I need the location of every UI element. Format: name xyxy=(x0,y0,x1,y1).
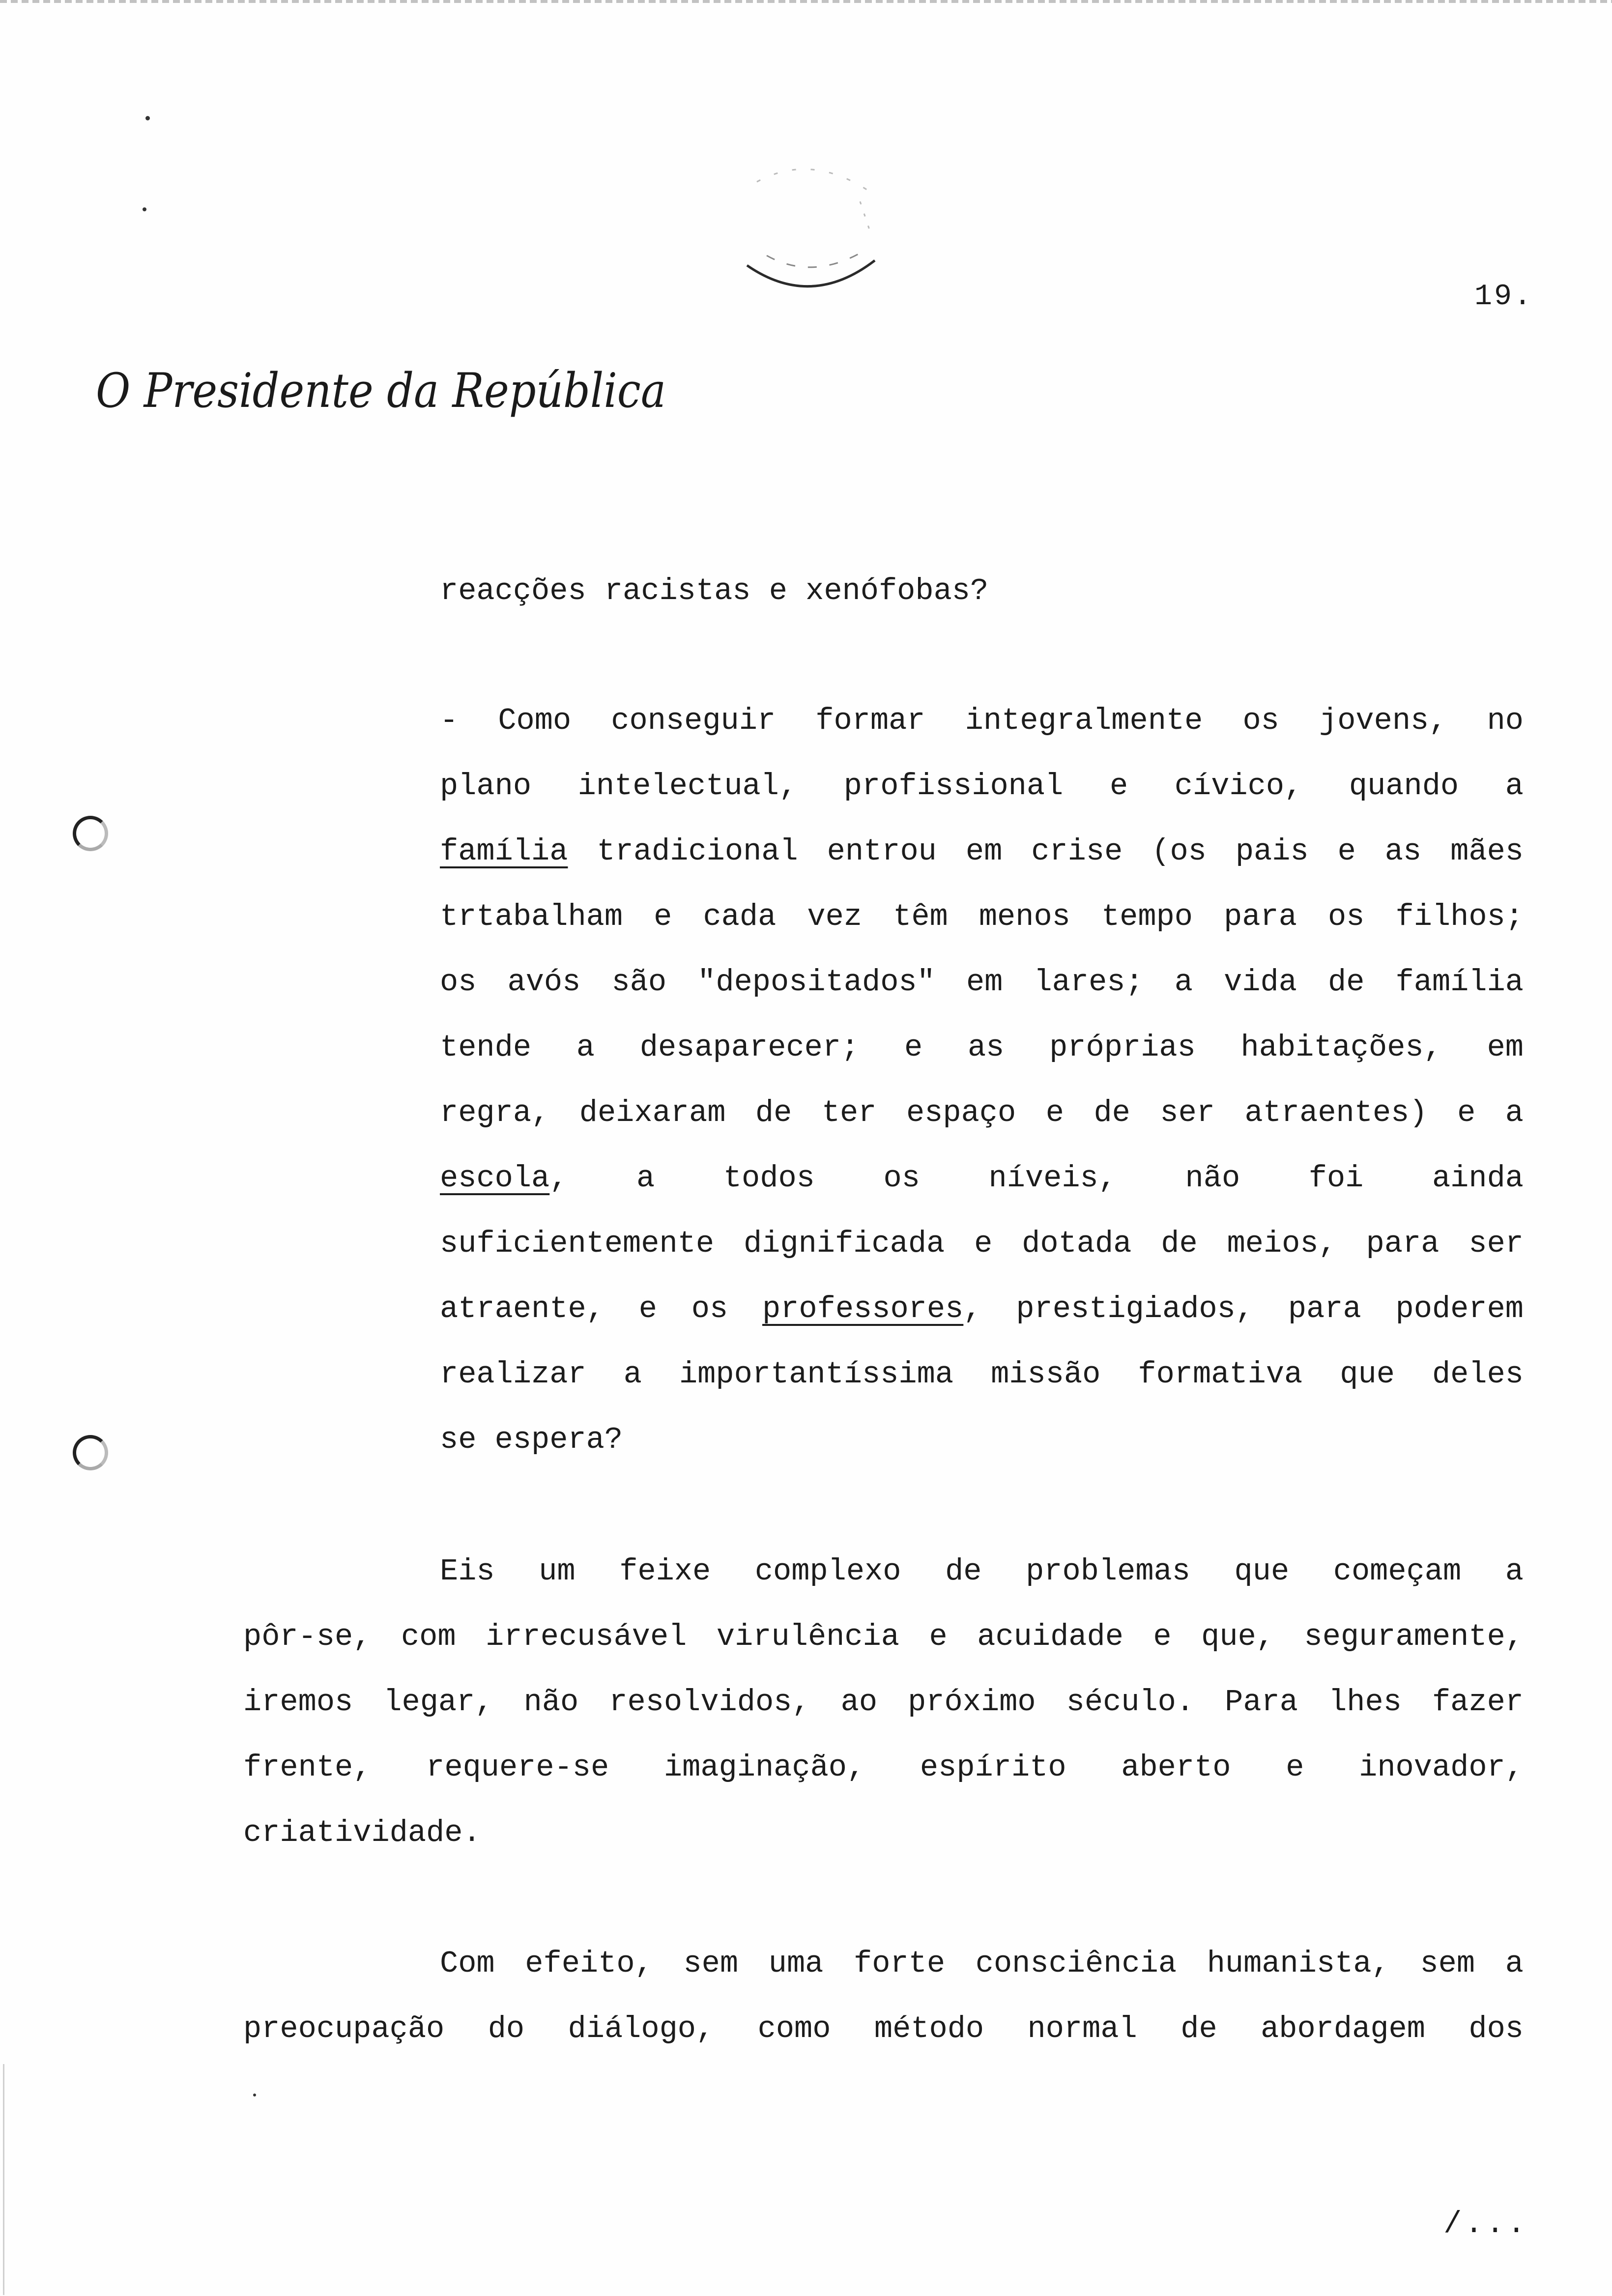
letterhead-text: O Presidente da República xyxy=(96,363,666,418)
text-segment: , a todos os níveis, não foi ainda xyxy=(549,1161,1524,1196)
text-line xyxy=(440,1227,1524,1261)
text-segment: plano intelectual, profissional e cívico, quando a xyxy=(440,769,1524,804)
text-line xyxy=(440,1947,1524,1981)
text-line xyxy=(440,574,1049,608)
text-line xyxy=(440,1161,1524,1196)
text-line xyxy=(243,1816,636,1850)
text-segment: preocupação do diálogo, como método normal de abordagem dos xyxy=(243,2011,1524,2046)
page-number: 19. xyxy=(1474,280,1533,314)
scan-speck xyxy=(145,116,150,120)
text-segment: realizar a importantíssima missão formativa que deles xyxy=(440,1357,1524,1392)
text-line xyxy=(440,704,1524,738)
punch-hole-icon xyxy=(73,1435,108,1470)
faded-seal-icon xyxy=(737,162,885,310)
text-line xyxy=(440,1423,784,1457)
text-line xyxy=(440,1096,1524,1130)
text-line xyxy=(440,900,1524,934)
text-segment: Com efeito, sem uma forte consciência humanista, sem a xyxy=(440,1946,1524,1981)
text-line xyxy=(243,2012,1524,2046)
text-segment: frente, requere-se imaginação, espírito aberto e inovador, xyxy=(243,1750,1524,1785)
text-line xyxy=(243,1751,1524,1785)
text-line xyxy=(243,1685,1524,1720)
text-segment: Eis um feixe complexo de problemas que começam a xyxy=(440,1554,1524,1589)
text-segment: regra, deixaram de ter espaço e de ser atraentes) e a xyxy=(440,1095,1524,1130)
text-segment: atraente, e os xyxy=(440,1292,763,1326)
letterhead-logo xyxy=(96,349,686,432)
scan-top-edge xyxy=(0,0,1612,3)
text-line xyxy=(440,1554,1524,1589)
scan-left-edge xyxy=(3,2064,4,2295)
text-segment: tradicional entrou em crise (os pais e as mães xyxy=(568,834,1524,869)
text-segment: , prestigiados, para poderem xyxy=(963,1292,1524,1326)
text-line xyxy=(440,769,1524,804)
text-line xyxy=(440,965,1524,1000)
text-line xyxy=(440,1357,1524,1392)
text-segment: pôr-se, com irrecusável virulência e acuidade e que, seguramente, xyxy=(243,1619,1524,1654)
text-segment: os avós são "depositados" em lares; a vida de família xyxy=(440,965,1524,1000)
continuation-mark: /... xyxy=(1443,2207,1528,2241)
scan-speck xyxy=(253,2094,256,2096)
underlined-word: professores xyxy=(762,1292,964,1326)
text-line xyxy=(440,1292,1524,1326)
text-line xyxy=(243,1620,1524,1654)
text-line xyxy=(440,834,1524,869)
underlined-word: família xyxy=(440,834,568,869)
underlined-word: escola xyxy=(440,1161,550,1196)
text-segment: criatividade. xyxy=(243,1815,481,1850)
scan-speck xyxy=(143,207,146,211)
text-segment: reacções racistas e xenófobas? xyxy=(440,574,989,608)
text-segment: se espera? xyxy=(440,1422,623,1457)
text-segment: trtabalham e cada vez têm menos tempo para os filhos; xyxy=(440,899,1524,934)
text-segment: tende a desaparecer; e as próprias habitações, em xyxy=(440,1030,1524,1065)
text-segment: suficientemente dignificada e dotada de meios, para ser xyxy=(440,1226,1524,1261)
text-segment: iremos legar, não resolvidos, ao próximo século. Para lhes fazer xyxy=(243,1685,1524,1720)
punch-hole-icon xyxy=(73,816,108,851)
text-segment: - Como conseguir formar integralmente os jovens, no xyxy=(440,703,1524,738)
text-line xyxy=(440,1031,1524,1065)
